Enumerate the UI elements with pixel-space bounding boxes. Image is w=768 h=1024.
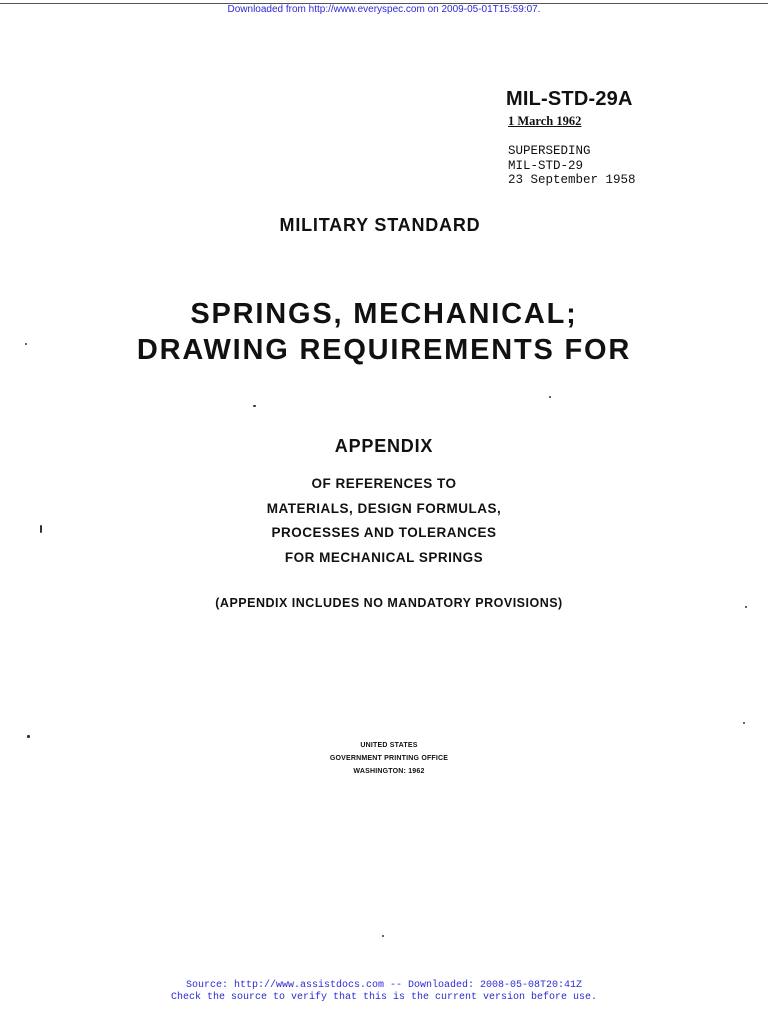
document-number: MIL-STD-29A: [506, 88, 633, 110]
verify-line: Check the source to verify that this is the current version before use.: [170, 992, 598, 1003]
superseding-label: SUPERSEDING: [508, 144, 591, 158]
scan-speck: [27, 735, 30, 738]
superseded-document: MIL-STD-29: [508, 158, 584, 173]
scan-speck: [745, 606, 747, 608]
printer-line: WASHINGTON: 1962: [353, 768, 425, 775]
superseding-block: [508, 144, 636, 188]
appendix-line: PROCESSES AND TOLERANCES: [271, 525, 497, 540]
standard-type: MILITARY STANDARD: [279, 215, 481, 235]
title-line: SPRINGS, MECHANICAL;: [190, 298, 578, 330]
scan-speck: [40, 525, 42, 533]
scan-speck: [743, 722, 745, 724]
document-title: [0, 296, 768, 368]
scan-speck: [382, 935, 384, 937]
document-date: 1 March 1962: [508, 114, 582, 128]
source-line: Source: http://www.assistdocs.com -- Downloaded: 2008-05-08T20:41Z: [185, 980, 583, 991]
printer-imprint: [0, 739, 768, 778]
appendix-line: FOR MECHANICAL SPRINGS: [284, 549, 484, 565]
printer-line: GOVERNMENT PRINTING OFFICE: [329, 755, 449, 762]
appendix-note: (APPENDIX INCLUDES NO MANDATORY PROVISIONS): [215, 596, 563, 610]
scan-speck: [253, 405, 256, 407]
appendix-line: MATERIALS, DESIGN FORMULAS,: [266, 500, 502, 516]
scan-speck: [549, 396, 551, 398]
scan-speck: [25, 343, 27, 345]
source-footer: [0, 980, 768, 1004]
superseded-date: 23 September 1958: [508, 173, 636, 187]
appendix-heading: APPENDIX: [334, 436, 434, 456]
appendix-subtitle: [0, 472, 768, 570]
download-header: Downloaded from http://www.everyspec.com on 2009-05-01T15:59:07.: [227, 4, 541, 15]
printer-line: UNITED STATES: [360, 742, 418, 749]
appendix-line: OF REFERENCES TO: [311, 476, 457, 491]
title-line: DRAWING REQUIREMENTS FOR: [136, 334, 632, 366]
